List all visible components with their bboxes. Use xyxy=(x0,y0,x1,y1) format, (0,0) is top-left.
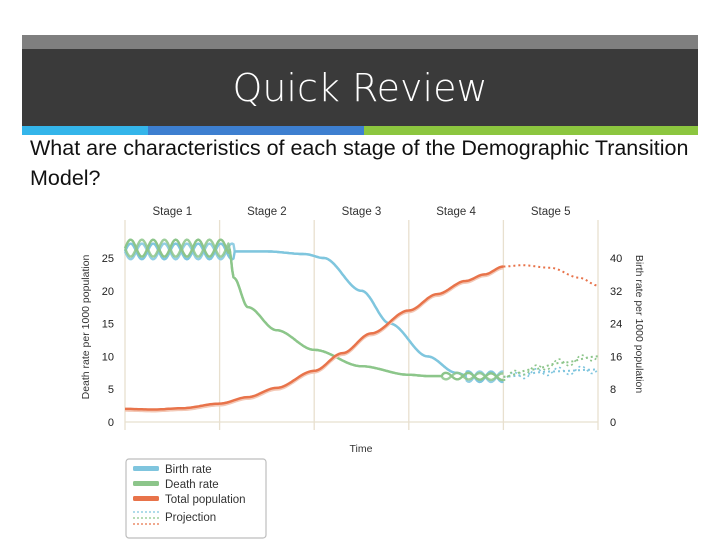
legend-label: Projection xyxy=(165,512,217,524)
left-tick-label: 5 xyxy=(107,384,114,397)
legend-label: Death rate xyxy=(165,479,219,491)
chart-grid xyxy=(125,220,598,430)
right-tick-label: 8 xyxy=(610,384,617,397)
stage-label: Stage 4 xyxy=(436,206,476,218)
total-population-projection xyxy=(503,265,598,285)
legend-swatch xyxy=(133,496,159,501)
left-axis-title: Death rate per 1000 population xyxy=(80,254,92,400)
chart-legend xyxy=(126,459,266,538)
legend-label: Total population xyxy=(165,494,246,506)
stage-label: Stage 5 xyxy=(530,206,571,218)
slide-question: What are characteristics of each stage of the Demographic Transition Model? xyxy=(30,136,689,190)
birth-rate-projection xyxy=(503,370,598,377)
legend-swatch xyxy=(133,466,159,471)
birth-rate-projection-wave xyxy=(503,366,598,380)
stage-label: Stage 2 xyxy=(247,206,287,218)
legend-label: Birth rate xyxy=(165,464,212,476)
right-tick-label: 32 xyxy=(610,285,623,298)
left-tick-label: 15 xyxy=(101,318,114,331)
left-tick-label: 25 xyxy=(101,253,114,265)
right-tick-label: 24 xyxy=(610,318,623,331)
right-tick-label: 16 xyxy=(610,351,623,364)
chart-series xyxy=(125,240,598,412)
left-tick-label: 0 xyxy=(107,417,114,429)
left-tick-label: 20 xyxy=(101,285,114,298)
right-tick-label: 0 xyxy=(610,417,617,429)
left-tick-label: 10 xyxy=(101,351,114,364)
legend-swatch xyxy=(133,481,159,486)
x-axis-title: Time xyxy=(349,443,373,455)
stage-label: Stage 1 xyxy=(152,206,193,218)
slide-title: Quick Review xyxy=(232,66,488,110)
right-axis-title: Birth rate per 1000 population xyxy=(633,254,645,394)
right-tick-label: 40 xyxy=(610,253,623,265)
stage-label: Stage 3 xyxy=(341,206,382,218)
